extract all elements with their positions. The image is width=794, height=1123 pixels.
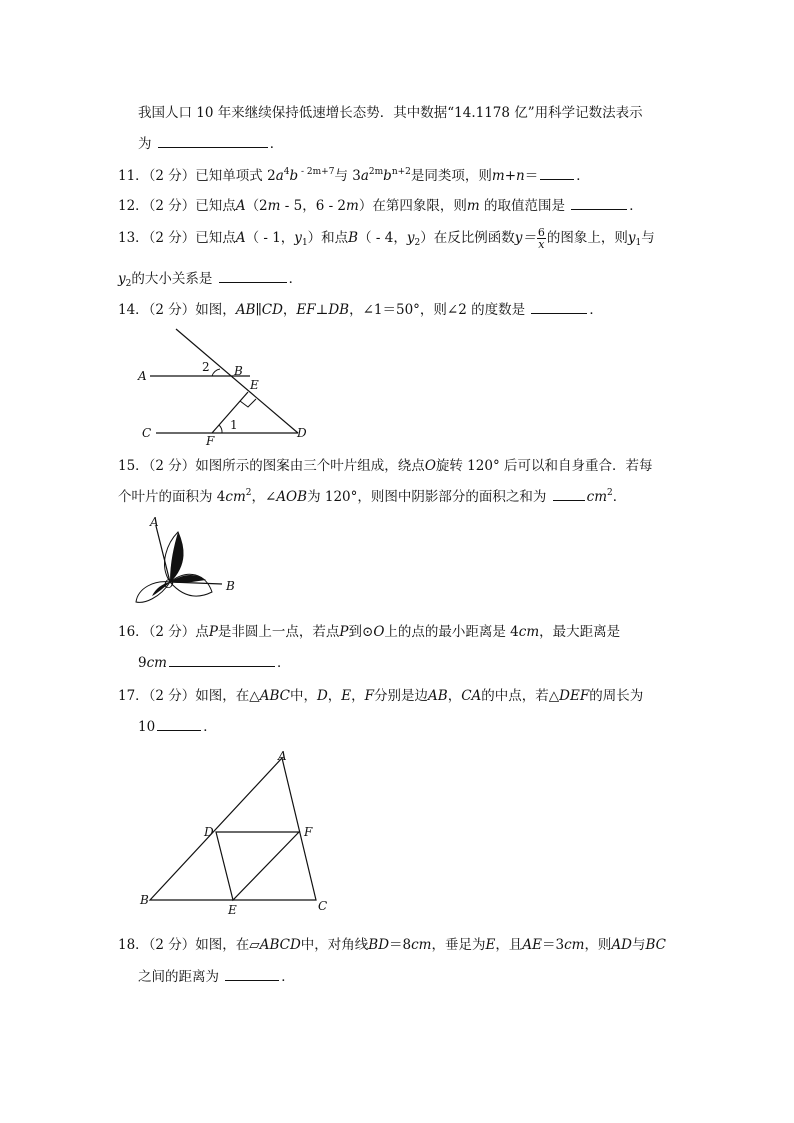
label-a: A	[138, 369, 147, 383]
answer-blank[interactable]	[225, 967, 279, 981]
label-d: D	[297, 426, 307, 440]
answer-blank[interactable]	[158, 134, 268, 148]
q17-line1: 17．（2 分）如图，在△ABC中，D，E，F分别是边AB，CA的中点，若△DEF的周长为	[118, 688, 644, 704]
label-e: E	[250, 378, 259, 392]
q16-line2: 9cm ．	[138, 655, 291, 671]
label-d: D	[204, 825, 214, 839]
label-o: O	[164, 577, 174, 591]
answer-blank[interactable]	[169, 653, 275, 667]
label-c: C	[318, 899, 328, 913]
q13-line1: 13．（2 分）已知点A（ - 1，$y_1$）和点B（ - 4，$y_2$）在反比例函数y＝ $\frac{6}{x}$ 的图象上，则$y_1$与	[118, 226, 655, 251]
label-f: F	[304, 825, 313, 839]
q15-figure	[130, 512, 250, 612]
label-b: B	[226, 579, 235, 593]
label-b: B	[140, 893, 149, 907]
triangle-abc	[150, 758, 316, 900]
label-f: F	[206, 434, 215, 448]
answer-blank[interactable]	[540, 166, 574, 180]
fraction: $\frac{6}{x}$	[537, 226, 545, 251]
triangle-def	[216, 832, 299, 900]
answer-blank[interactable]	[531, 300, 587, 314]
q11: 11．（2 分）已知单项式 $2a^4b$ $^{- 2m+7}$与 $3a^{2m}b^{n+2}$是同类项，则m+n＝ ．	[118, 167, 590, 184]
q10-line1: 我国人口 10 年来继续保持低速增长态势．其中数据“14.1178 亿”用科学记数法表示	[138, 105, 643, 121]
answer-blank[interactable]	[571, 196, 627, 210]
answer-blank[interactable]	[553, 487, 585, 501]
q16-line1: 16．（2 分）点P是非圆上一点，若点P到⊙O上的点的最小距离是 4cm，最大距离是	[118, 624, 621, 640]
label-b: B	[234, 364, 243, 378]
label-1: 1	[230, 418, 238, 432]
answer-blank[interactable]	[157, 717, 201, 731]
angle-2-arc	[212, 369, 220, 376]
q18-line1: 18．（2 分）如图，在▱ABCD中，对角线BD＝8cm，垂足为E，且AE＝3cm，则AD与BC	[118, 937, 667, 953]
label-c: C	[142, 426, 152, 440]
label-e: E	[228, 903, 237, 917]
q13-line2: $y_2$的大小关系是 ．	[118, 271, 303, 289]
q12: 12．（2 分）已知点A（2m - 5，6 - 2m）在第四象限，则m 的取值范围是 ．	[118, 198, 643, 214]
right-angle-mark	[240, 399, 256, 407]
q18-line2: 之间的距离为 ．	[138, 969, 295, 985]
label-a: A	[278, 749, 287, 763]
q14: 14．（2 分）如图，AB∥CD，EF⊥DB，∠1＝50°，则∠2 的度数是 ．	[118, 302, 603, 318]
q15-line2: 个叶片的面积为 $4cm^2$，∠AOB为 120°，则图中阴影部分的面积之和为 $cm^2$．	[118, 488, 627, 505]
q15-line1: 15．（2 分）如图所示的图案由三个叶片组成，绕点O旋转 120° 后可以和自身重合．若每	[118, 458, 653, 474]
q14-figure	[130, 325, 320, 450]
q17-figure	[136, 748, 336, 920]
angle-1-arc	[219, 425, 222, 433]
ray-oa	[156, 526, 170, 582]
q10-line2: 为 ．	[138, 136, 284, 152]
q17-line2: 10 ．	[138, 719, 217, 735]
label-a: A	[150, 515, 159, 529]
label-2: 2	[202, 360, 210, 374]
answer-blank[interactable]	[219, 269, 287, 283]
